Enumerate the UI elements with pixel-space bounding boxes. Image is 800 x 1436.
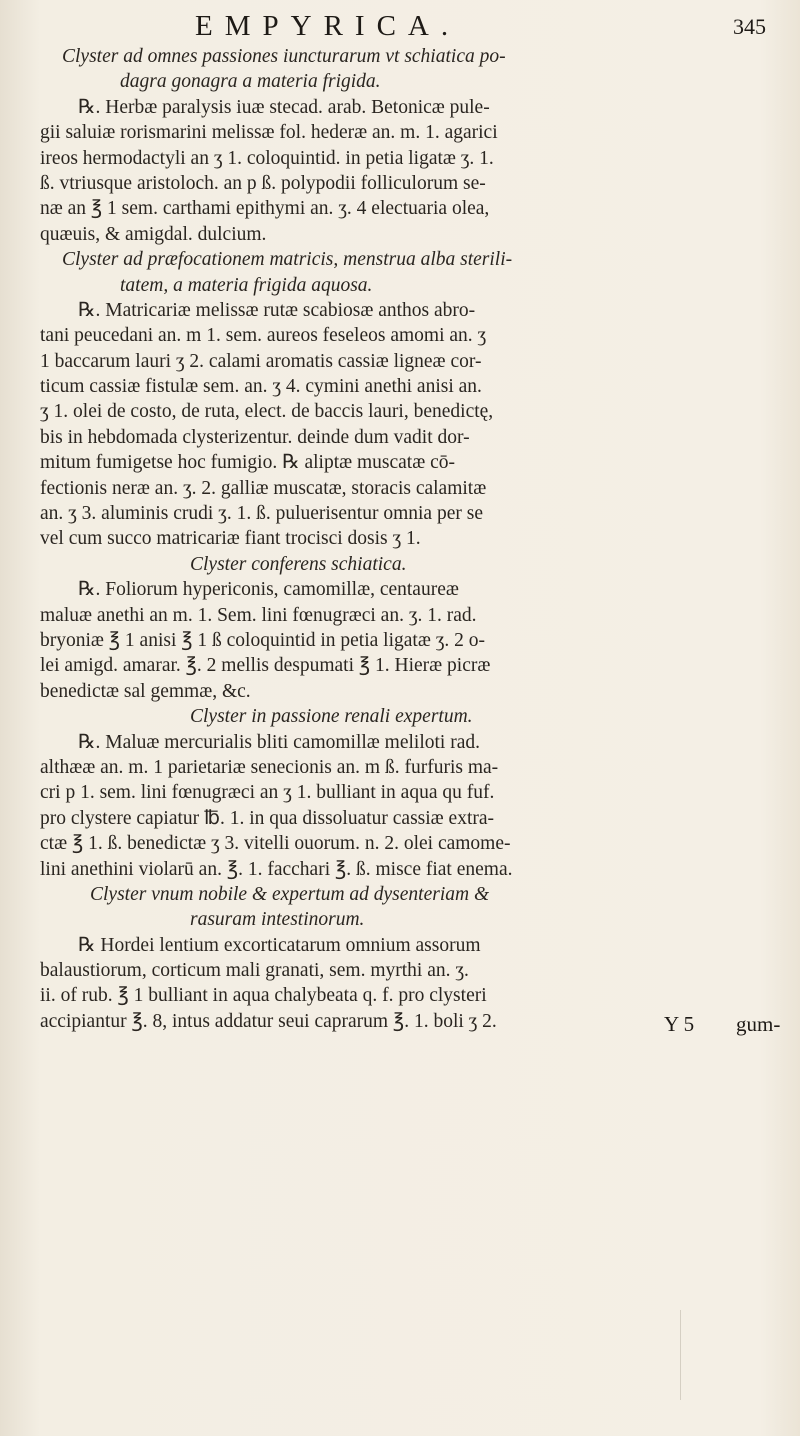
text-line: althææ an. m. 1 parietariæ senecionis an. m ß. furfuris ma- — [40, 756, 499, 778]
text-line: næ an ℥ 1 sem. carthami epithymi an. ʒ. 4 electuaria olea, — [40, 198, 490, 220]
text-line: maluæ anethi an m. 1. Sem. lini fœnugræci an. ʒ. 1. rad. — [40, 604, 477, 626]
text-line: ß. vtriusque aristoloch. an p ß. polypodii folliculorum se- — [40, 172, 486, 194]
section-heading-line: Clyster in passione renali expertum. — [190, 706, 473, 728]
page-footer — [0, 1012, 800, 1042]
text-line: ticum cassiæ fistulæ sem. an. ʒ 4. cymini anethi anisi an. — [40, 376, 482, 398]
section-heading-line: Clyster conferens schiatica. — [190, 553, 407, 575]
text-line: ℞ Hordei lentium excorticatarum omnium assorum — [78, 934, 481, 956]
catchword: gum- — [736, 1012, 781, 1036]
section-heading-line: Clyster vnum nobile & expertum ad dysenteriam & — [90, 883, 490, 905]
text-line: ℞. Matricariæ melissæ rutæ scabiosæ anthos abro- — [78, 299, 476, 321]
text-line: cri p 1. sem. lini fœnugræci an ʒ 1. bulliant in aqua qu fuf. — [40, 782, 495, 804]
text-line: bis in hebdomada clysterizentur. deinde dum vadit dor- — [40, 426, 470, 448]
text-line: tani peucedani an. m 1. sem. aureos feseleos amomi an. ʒ — [40, 325, 487, 347]
text-line: ℞. Foliorum hypericonis, camomillæ, centaureæ — [78, 579, 459, 601]
text-line: ii. of rub. ℥ 1 bulliant in aqua chalybeata q. f. pro clysteri — [40, 985, 487, 1007]
signature-mark: Y 5 — [664, 1012, 695, 1036]
running-title: EMPYRICA. — [195, 10, 461, 42]
text-line: vel cum succo matricariæ fiant trocisci dosis ʒ 1. — [40, 528, 421, 550]
page-header — [0, 10, 800, 46]
section-heading-line: tatem, a materia frigida aquosa. — [120, 274, 373, 296]
text-line: pro clystere capiatur ℔. 1. in qua dissoluatur cassiæ extra- — [40, 807, 495, 829]
text-line: ℞. Maluæ mercurialis bliti camomillæ meliloti rad. — [78, 731, 480, 753]
text-line: an. ʒ 3. aluminis crudi ʒ. 1. ß. puluerisentur omnia per se — [40, 503, 483, 525]
paper-stain — [680, 1310, 741, 1400]
page-number: 345 — [733, 14, 766, 39]
text-line: bryoniæ ℥ 1 anisi ℥ 1 ß coloquintid in petia ligatæ ʒ. 2 o- — [40, 629, 485, 651]
text-line: lei amigd. amarar. ℥. 2 mellis despumati ℥ 1. Hieræ picræ — [40, 655, 491, 677]
text-line: quæuis, & amigdal. dulcium. — [40, 223, 267, 245]
section-heading-line: Clyster ad præfocationem matricis, menstrua alba sterili- — [62, 249, 513, 271]
section-heading-line: dagra gonagra a materia frigida. — [120, 71, 381, 93]
text-line: 1 baccarum lauri ʒ 2. calami aromatis cassiæ ligneæ cor- — [40, 350, 482, 372]
text-line: balaustiorum, corticum mali granati, sem. myrthi an. ʒ. — [40, 960, 469, 982]
text-line: ʒ 1. olei de costo, de ruta, elect. de baccis lauri, benedictę, — [40, 401, 494, 423]
text-line: lini anethini violarū an. ℥. 1. facchari ℥. ß. misce fiat enema. — [40, 858, 513, 880]
text-line: gii saluiæ rorismarini melissæ fol. hederæ an. m. 1. agarici — [40, 122, 498, 144]
section-heading-line: rasuram intestinorum. — [190, 909, 365, 931]
text-line: ireos hermodactyli an ʒ 1. coloquintid. in petia ligatæ ʒ. 1. — [40, 147, 494, 169]
text-line: ℞. Herbæ paralysis iuæ stecad. arab. Betonicæ pule- — [78, 96, 490, 118]
text-line: fectionis neræ an. ʒ. 2. galliæ muscatæ, storacis calamitæ — [40, 477, 487, 499]
text-line: ctæ ℥ 1. ß. benedictæ ʒ 3. vitelli ouorum. n. 2. olei camome- — [40, 833, 511, 855]
text-line: benedictæ sal gemmæ, &c. — [40, 680, 251, 702]
text-line: mitum fumigetse hoc fumigio. ℞ aliptæ muscatæ cō- — [40, 452, 456, 474]
text-block — [40, 44, 775, 1034]
section-heading-line: Clyster ad omnes passiones iuncturarum vt schiatica po- — [62, 46, 506, 67]
text-line: accipiantur ℥. 8, intus addatur seui caprarum ℥. 1. boli ʒ 2. — [40, 1010, 497, 1032]
